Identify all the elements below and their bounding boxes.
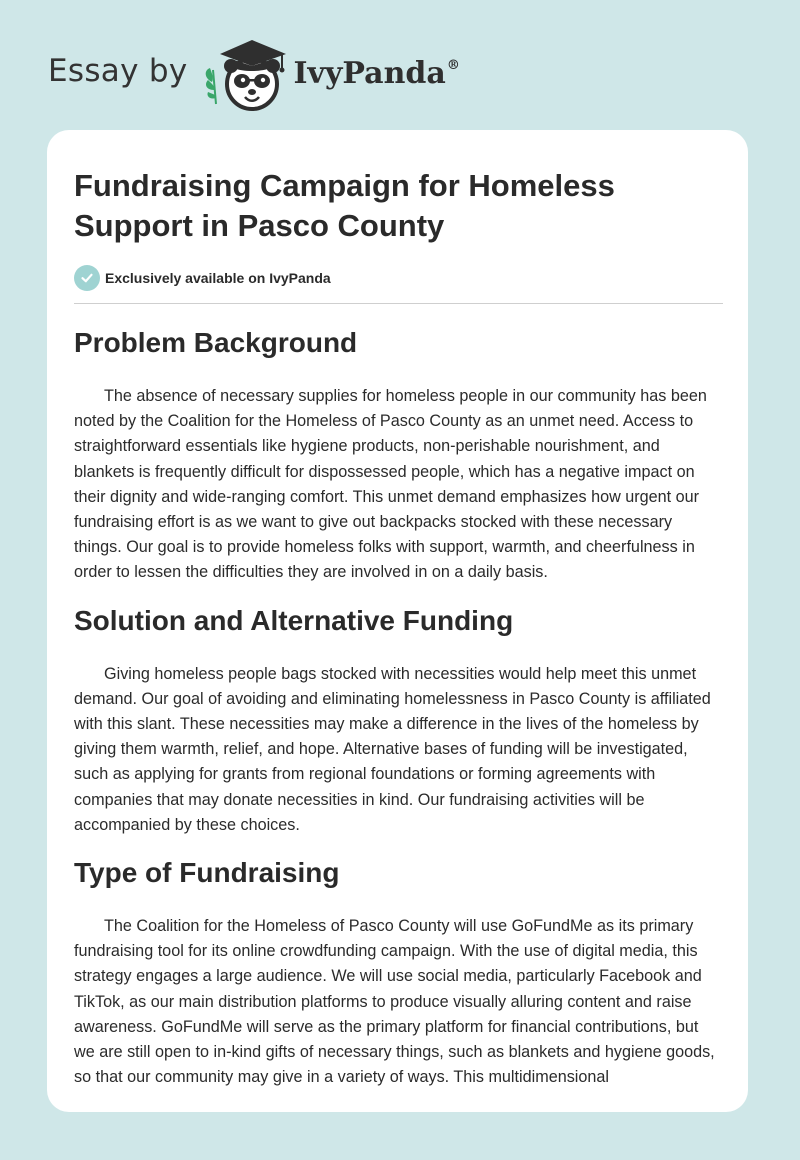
article-content: [74, 166, 723, 1090]
check-circle-icon: [74, 265, 100, 291]
article-title: Fundraising Campaign for Homeless Support in Pasco County: [74, 168, 615, 243]
section-heading-problem-background: Problem Background: [74, 327, 358, 358]
section-body-type-of-fundraising: The Coalition for the Homeless of Pasco County will use GoFundMe as its primary fundraising tool for its online crowdfunding campaign. With the use of digital media, this strategy engages a large audience. We will use social media, particularly Facebook and TikTok, as our main distribution platforms to produce visually alluring content and raise awareness. GoFundMe will serve as the primary platform for financial contributions, but we are still open to in-kind gifts of necessary things, such as blankets and hygiene goods, so that our community may give in a variety of ways. This multidimensional: [74, 917, 715, 1087]
brand-label: IvyPanda: [293, 55, 446, 91]
registered-mark: ®: [446, 57, 460, 73]
essay-by-label: Essay by: [48, 53, 188, 89]
panda-graduate-icon[interactable]: [202, 34, 292, 114]
exclusive-badge: [74, 265, 723, 291]
section-heading-type-of-fundraising: Type of Fundraising: [74, 857, 340, 889]
brand-name[interactable]: [294, 56, 460, 91]
site-header: [48, 34, 460, 114]
section-body-problem-background: The absence of necessary supplies for homeless people in our community has been noted by the Coalition for the Homeless of Pasco County as an unmet need. Access to straightforward essentials like hygiene products, non-perishable nourishment, and blankets is frequently difficult for dispossessed people, which has a negative impact on their dignity and wide-ranging comfort. This unmet demand emphasizes how urgent our fundraising effort is as we want to give out backpacks stocked with these necessary things. Our goal is to provide homeless folks with support, warmth, and cheerfulness in order to lessen the difficulties they are involved in on a daily basis.: [74, 387, 707, 582]
badge-label: Exclusively available on IvyPanda: [105, 270, 331, 286]
section-body-solution: Giving homeless people bags stocked with necessities would help meet this unmet demand. Our goal of avoiding and eliminating homelessness in Pasco County is affiliated with this slant. These necessities may make a difference in the lives of the homeless by giving them warmth, relief, and hope. Alternative bases of funding will be investigated, such as applying for grants from regional foundations or forming agreements with companies that may donate necessities in kind. Our fundraising activities will be accompanied by these choices.: [74, 664, 711, 834]
section-heading-solution: Solution and Alternative Funding: [74, 604, 514, 636]
title-divider: [74, 303, 723, 304]
article-card: [47, 130, 748, 1112]
